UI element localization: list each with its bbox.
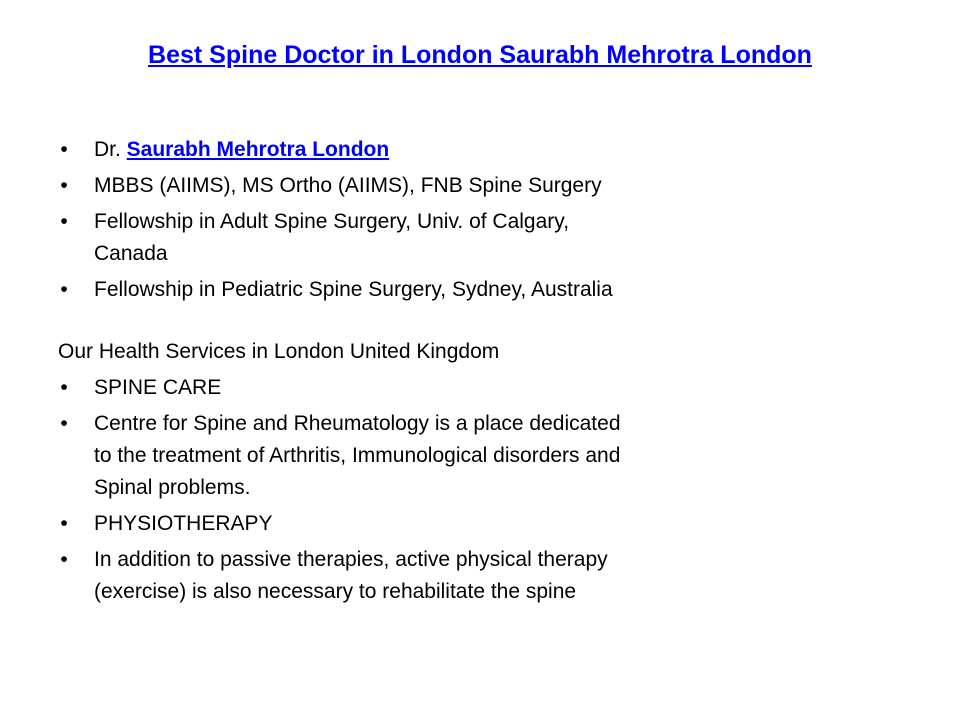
bullet-icon: • xyxy=(60,548,68,571)
bullet-icon: • xyxy=(60,376,68,399)
bullet-icon: • xyxy=(60,174,68,197)
bullet-icon: • xyxy=(60,278,68,301)
content-body xyxy=(58,134,738,612)
bullet-icon: • xyxy=(60,412,68,435)
bullet-icon: • xyxy=(60,138,68,161)
list-item-qualification xyxy=(58,274,634,306)
bullet-icon: • xyxy=(60,512,68,535)
list-item-service xyxy=(58,408,634,504)
title-link[interactable]: Best Spine Doctor in London Saurabh Mehrotra London xyxy=(148,41,812,69)
services-heading: Our Health Services in London United Kingdom xyxy=(58,340,500,363)
list-item-qualification xyxy=(58,206,594,270)
slide-title xyxy=(0,38,960,72)
doctor-prefix: Dr. xyxy=(94,138,127,161)
service-text: Centre for Spine and Rheumatology is a place dedicated to the treatment of Arthritis, Immunological disorders and Spinal problems. xyxy=(94,412,621,499)
service-text: In addition to passive therapies, active physical therapy (exercise) is also necessary to rehabilitate the spine xyxy=(94,548,608,603)
bullet-icon: • xyxy=(60,210,68,233)
list-item-service xyxy=(58,508,738,540)
list-item-doctor xyxy=(58,134,738,166)
qualification-text: Fellowship in Adult Spine Surgery, Univ. of Calgary, Canada xyxy=(94,210,570,265)
list-item-service xyxy=(58,372,738,404)
list-item-qualification xyxy=(58,170,738,202)
service-text: SPINE CARE xyxy=(94,376,222,399)
service-text: PHYSIOTHERAPY xyxy=(94,512,273,535)
qualification-text: Fellowship in Pediatric Spine Surgery, Sydney, Australia xyxy=(94,278,613,301)
doctor-name-link[interactable]: Saurabh Mehrotra London xyxy=(126,138,390,161)
list-item-service xyxy=(58,544,644,608)
qualification-text: MBBS (AIIMS), MS Ortho (AIIMS), FNB Spine Surgery xyxy=(94,174,602,197)
